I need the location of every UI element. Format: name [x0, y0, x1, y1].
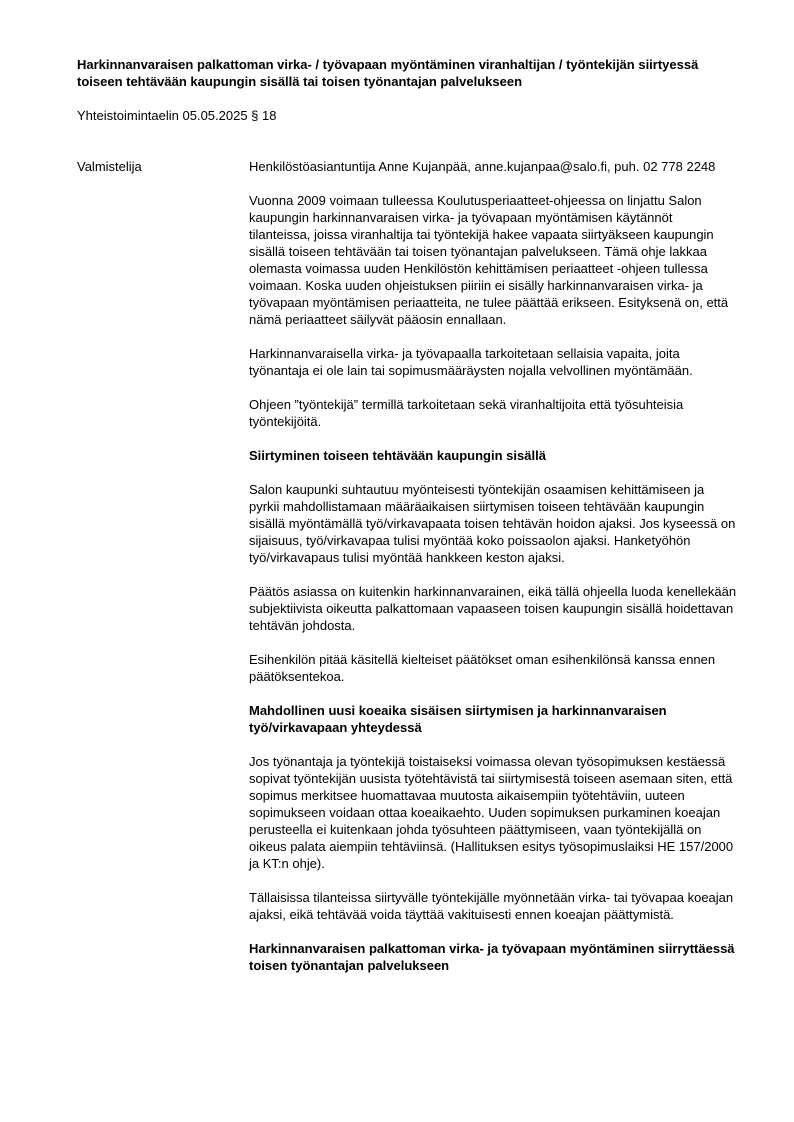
paragraph-trial-period: Jos työnantaja ja työntekijä toistaiseksi voimassa olevan työsopimuksen kestäessä sopivat työntekijän uusista työtehtävistä tai siirtymisestä toiseen asemaan siten, että sopimus merkitsee huomattavaa muutosta aikaisempiin työtehtäviin, uuteen sopimukseen voidaan ottaa koeaikaehto. Uuden sopimuksen purkaminen koeajan perusteella ei kuitenkaan johda työsuhteen päättymiseen, vaan työntekijällä on oikeus palata aiempiin tehtäviinsä. (Hallituksen esitys työsopimuslaiksi HE 157/2000 ja KT:n ohje).	[249, 754, 734, 871]
meeting-reference: Yhteistoimintaelin 05.05.2025 § 18	[77, 108, 277, 123]
paragraph-definition: Harkinnanvaraisella virka- ja työvapaalla tarkoitetaan sellaisia vapaita, joita työnantaja ei ole lain tai sopimusmääräysten nojalla velvollinen myöntämään.	[249, 346, 693, 378]
paragraph-background: Vuonna 2009 voimaan tulleessa Koulutusperiaatteet-ohjeessa on linjattu Salon kaupungin harkinnanvaraisen virka- ja työvapaan myöntämisen käytännöt tilanteissa, joissa viranhaltija tai työntekijä hakee vapaata siirtyäkseen kaupungin sisällä toiseen tehtävään tai toisen työnantajan palvelukseen. Tämä ohje lakkaa olemasta voimassa uuden Henkilöstön kehittämisen periaatteet -ohjeen tullessa voimaan. Koska uuden ohjeistuksen piiriin ei sisälly harkinnanvaraisen virka- ja työvapaan myöntämisen periaatteita, ne tulee päättää erikseen. Esityksenä on, että nämä periaatteet säilyvät pääosin ennallaan.	[249, 193, 729, 327]
paragraph-negative-decisions: Esihenkilön pitää käsitellä kielteiset päätökset oman esihenkilönsä kanssa ennen päätöksentekoa.	[249, 652, 716, 684]
paragraph-term: Ohjeen ”työntekijä” termillä tarkoitetaan sekä viranhaltijoita että työsuhteisia työntekijöitä.	[249, 397, 684, 429]
paragraph-trial-leave: Tällaisissa tilanteissa siirtyvälle työntekijälle myönnetään virka- tai työvapaa koeajan ajaksi, eikä tehtävää voida täyttää vakituisesti ennen koeajan päättymistä.	[249, 890, 734, 922]
paragraph-discretion: Päätös asiassa on kuitenkin harkinnanvarainen, eikä tällä ohjeella luoda kenellekään subjektiivista oikeutta palkattomaan vapaaseen toisen kaupungin sisällä hoidettavan tehtävän johdosta.	[249, 584, 737, 633]
section-heading-internal-transfer: Siirtyminen toiseen tehtävään kaupungin sisällä	[249, 448, 546, 463]
document-title: Harkinnanvaraisen palkattoman virka- / työvapaan myöntäminen viranhaltijan / työntekijän siirtyessä toiseen tehtävään kaupungin sisällä tai toisen työnantajan palvelukseen	[77, 57, 699, 89]
section-heading-other-employer: Harkinnanvaraisen palkattoman virka- ja työvapaan myöntäminen siirryttäessä toisen työnantajan palvelukseen	[249, 941, 735, 973]
preparer-info: Henkilöstöasiantuntija Anne Kujanpää, anne.kujanpaa@salo.fi, puh. 02 778 2248	[249, 159, 716, 174]
paragraph-internal-transfer: Salon kaupunki suhtautuu myönteisesti työntekijän osaamisen kehittämiseen ja pyrkii mahdollistamaan määräaikaisen siirtymisen toiseen tehtävään kaupungin sisällä myöntämällä työ/virkavapaata toisen tehtävän hoidon ajaksi. Jos kyseessä on sijaisuus, työ/virkavapaa tulisi myöntää koko poissaolon ajaksi. Hanketyöhön työ/virkavapaus tulisi myöntää hankkeen keston ajaksi.	[249, 482, 736, 565]
preparer-label: Valmistelija	[77, 159, 142, 174]
section-heading-trial-period: Mahdollinen uusi koeaika sisäisen siirtymisen ja harkinnanvaraisen työ/virkavapaan yhteydessä	[249, 703, 667, 735]
document-body	[249, 158, 737, 991]
